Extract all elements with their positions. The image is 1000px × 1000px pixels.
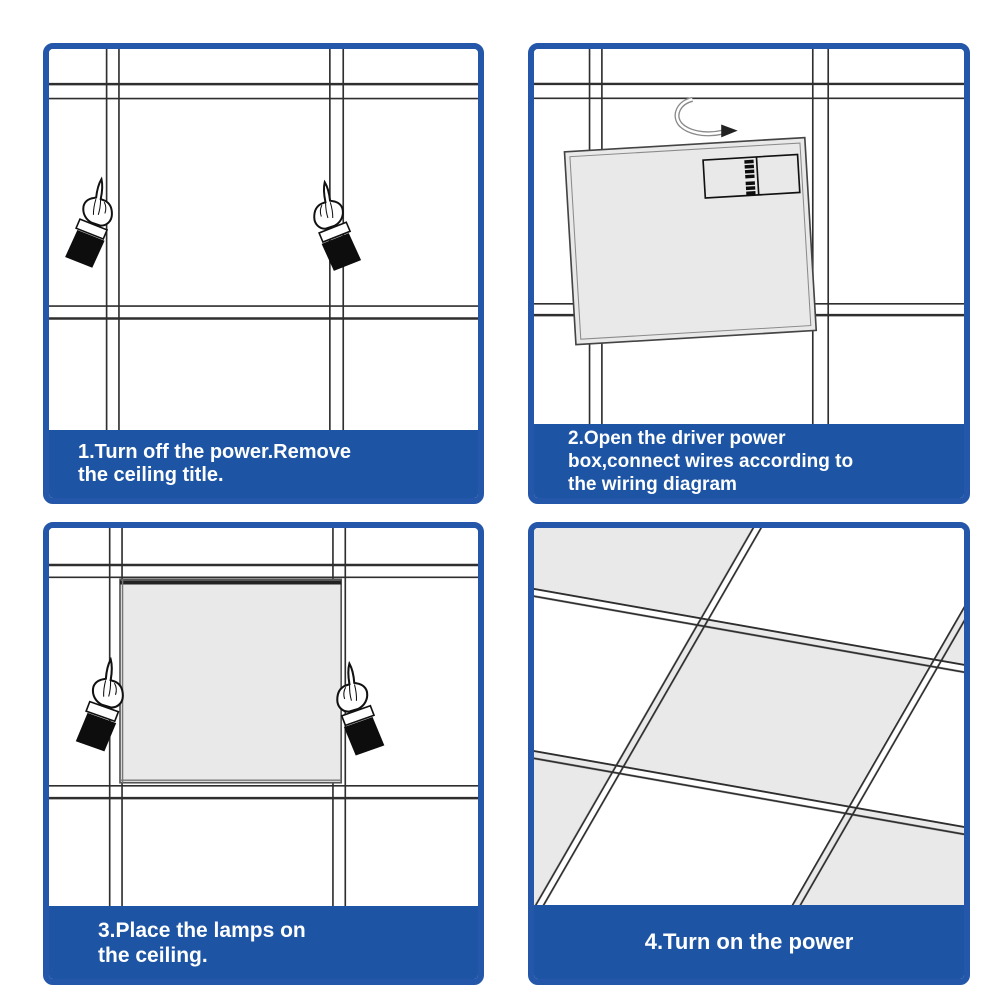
step-4-panel <box>528 522 970 985</box>
step-4-illustration <box>534 528 964 905</box>
right-hand-icon <box>309 178 362 272</box>
caption-line: 3.Place the lamps on <box>98 918 306 942</box>
caption-line: box,connect wires according to <box>568 450 854 472</box>
ceiling-t-bars <box>49 49 478 430</box>
step-3-panel <box>43 522 484 985</box>
step-2-caption <box>534 424 964 498</box>
rotate-arrow-icon <box>677 99 738 137</box>
step-1-panel <box>43 43 484 504</box>
panel-wiring-drawing <box>534 49 964 424</box>
step-2-panel <box>528 43 970 504</box>
led-panel-in-grid <box>120 579 341 782</box>
caption-line: 2.Open the driver power <box>568 427 786 449</box>
caption-line: the ceiling title. <box>78 464 224 486</box>
lit-ceiling-grid <box>534 528 964 905</box>
step-2-illustration <box>534 49 964 424</box>
caption-line: 4.Turn on the power <box>644 929 854 954</box>
step-1-caption <box>49 430 478 498</box>
caption-line: 1.Turn off the power.Remove <box>78 441 351 463</box>
panel-placement-drawing <box>49 528 478 906</box>
step-4-caption <box>534 905 964 979</box>
left-hand-icon <box>64 175 117 269</box>
caption-line: the ceiling. <box>98 943 208 967</box>
ceiling-perspective-drawing <box>534 528 964 905</box>
step-3-illustration <box>49 528 478 906</box>
ceiling-grid-drawing <box>49 49 478 430</box>
step-3-caption <box>49 906 478 979</box>
step-1-illustration <box>49 49 478 430</box>
led-panel-tilted <box>564 138 816 345</box>
driver-power-box <box>703 154 800 198</box>
caption-line: the wiring diagram <box>568 473 737 495</box>
